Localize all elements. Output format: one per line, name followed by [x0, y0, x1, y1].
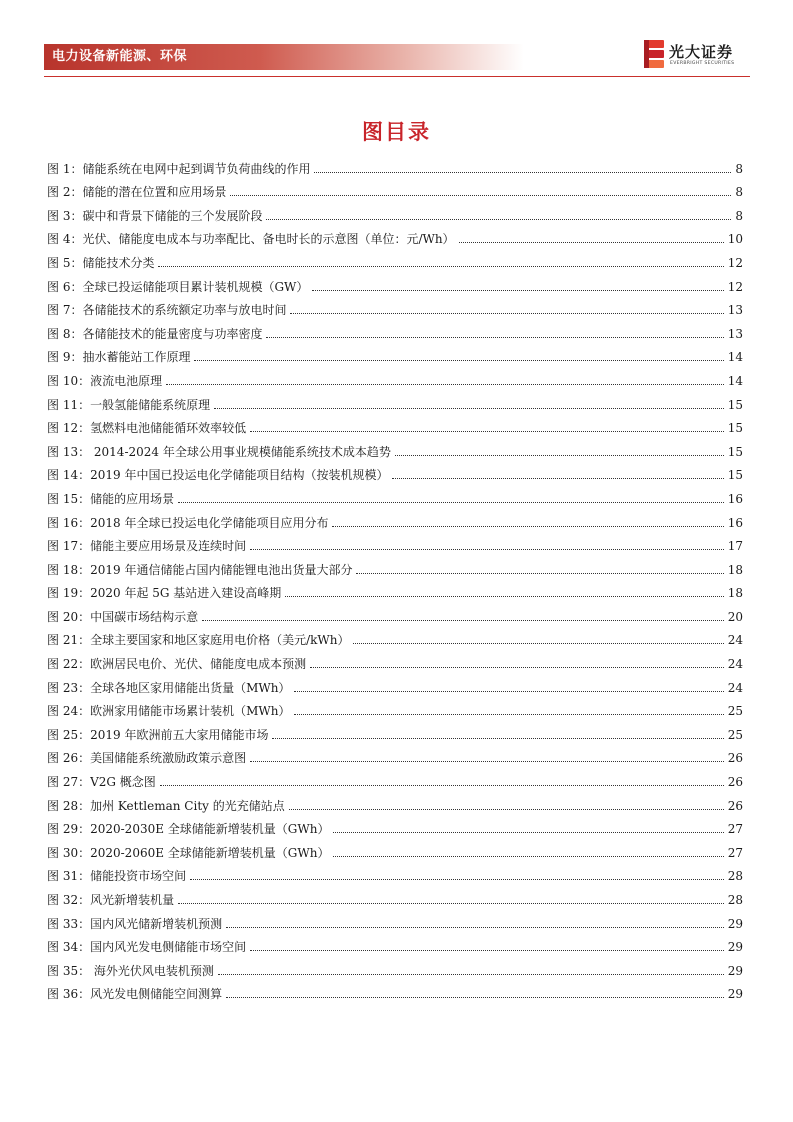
- brand-logo: [643, 40, 753, 74]
- toc-entry[interactable]: [47, 436, 743, 460]
- toc-dot-leader: [250, 760, 724, 762]
- toc-entry[interactable]: [47, 531, 743, 555]
- toc-dot-leader: [194, 359, 723, 361]
- toc-entry[interactable]: [47, 389, 743, 413]
- toc-entry[interactable]: [47, 861, 743, 885]
- toc-entry-label: 图 23：全球各地区家用储能出货量（MWh）: [47, 680, 291, 695]
- toc-page-number: 13: [727, 303, 743, 318]
- toc-entry-label: 图 17：储能主要应用场景及连续时间: [47, 539, 247, 554]
- toc-dot-leader: [202, 619, 724, 621]
- toc-page-number: 24: [727, 633, 743, 648]
- toc-page-number: 8: [735, 208, 743, 223]
- toc-entry-label: 图 7：各储能技术的系统额定功率与放电时间: [47, 303, 287, 318]
- section-title: 电力设备新能源、环保: [52, 49, 188, 64]
- toc-entry[interactable]: [47, 743, 743, 767]
- toc-entry[interactable]: [47, 153, 743, 177]
- toc-page-number: 15: [727, 397, 743, 412]
- toc-entry[interactable]: [47, 224, 743, 248]
- toc-dot-leader: [310, 666, 724, 668]
- toc-page-number: 24: [727, 657, 743, 672]
- toc-dot-leader: [314, 171, 731, 173]
- toc-entry[interactable]: [47, 672, 743, 696]
- toc-page-number: 17: [727, 539, 743, 554]
- toc-entry[interactable]: [47, 932, 743, 956]
- toc-entry[interactable]: [47, 955, 743, 979]
- toc-dot-leader: [190, 878, 724, 880]
- toc-dot-leader: [178, 501, 724, 503]
- toc-entry-label: 图 10：液流电池原理: [47, 373, 163, 388]
- toc-entry[interactable]: [47, 483, 743, 507]
- toc-dot-leader: [395, 454, 724, 456]
- toc-entry-label: 图 4：光伏、储能度电成本与功率配比、备电时长的示意图（单位：元/Wh）: [47, 232, 455, 247]
- toc-entry-label: 图 9：抽水蓄能站工作原理: [47, 350, 191, 365]
- toc-entry[interactable]: [47, 814, 743, 838]
- toc-entry[interactable]: [47, 979, 743, 1003]
- toc-dot-leader: [250, 548, 724, 550]
- toc-entry-label: 图 16：2018 年全球已投运电化学储能项目应用分布: [47, 515, 329, 530]
- toc-dot-leader: [166, 383, 724, 385]
- toc-page-number: 29: [727, 940, 743, 955]
- toc-entry[interactable]: [47, 365, 743, 389]
- toc-dot-leader: [250, 430, 724, 432]
- toc-entry-label: 图 13： 2014-2024 年全球公用事业规模储能系统技术成本趋势: [47, 444, 391, 459]
- toc-page-number: 14: [727, 373, 743, 388]
- toc-dot-leader: [294, 690, 723, 692]
- toc-dot-leader: [392, 477, 723, 479]
- toc-page-number: 8: [735, 185, 743, 200]
- toc-entry-label: 图 2：储能的潜在位置和应用场景: [47, 185, 227, 200]
- toc-dot-leader: [214, 407, 724, 409]
- toc-entry[interactable]: [47, 766, 743, 790]
- toc-page-number: 24: [727, 680, 743, 695]
- toc-page-number: 12: [727, 279, 743, 294]
- toc-page-number: 15: [727, 421, 743, 436]
- brand-name-cn: 光大证券: [669, 43, 734, 61]
- toc-entry-label: 图 24：欧洲家用储能市场累计装机（MWh）: [47, 704, 291, 719]
- toc-entry[interactable]: [47, 719, 743, 743]
- toc-page-number: 20: [727, 609, 743, 624]
- toc-entry[interactable]: [47, 177, 743, 201]
- toc-entry-label: 图 19：2020 年起 5G 基站进入建设高峰期: [47, 586, 282, 601]
- toc-entry[interactable]: [47, 908, 743, 932]
- toc-dot-leader: [333, 855, 723, 857]
- toc-page-number: 10: [727, 232, 743, 247]
- toc-dot-leader: [226, 996, 724, 998]
- toc-dot-leader: [230, 194, 731, 196]
- toc-page-number: 29: [727, 963, 743, 978]
- toc-dot-leader: [266, 218, 731, 220]
- toc-entry-label: 图 31：储能投资市场空间: [47, 869, 187, 884]
- toc-dot-leader: [158, 265, 723, 267]
- toc-entry-label: 图 33：国内风光储新增装机预测: [47, 916, 223, 931]
- toc-dot-leader: [250, 949, 724, 951]
- toc-page-number: 26: [727, 751, 743, 766]
- toc-entry-label: 图 29：2020-2030E 全球储能新增装机量（GWh）: [47, 822, 330, 837]
- toc-page-number: 27: [727, 822, 743, 837]
- toc-page-number: 8: [735, 161, 743, 176]
- page-title: 图目录: [362, 120, 431, 144]
- figure-table-of-contents: [47, 153, 743, 1002]
- toc-entry-label: 图 35： 海外光伏风电装机预测: [47, 963, 214, 978]
- toc-entry[interactable]: [47, 460, 743, 484]
- toc-entry-label: 图 28：加州 Kettleman City 的光充储站点: [47, 798, 285, 813]
- toc-dot-leader: [332, 525, 723, 527]
- toc-entry[interactable]: [47, 884, 743, 908]
- toc-page-number: 13: [727, 326, 743, 341]
- toc-dot-leader: [459, 241, 724, 243]
- toc-page-number: 26: [727, 775, 743, 790]
- toc-entry-label: 图 22：欧洲居民电价、光伏、储能度电成本预测: [47, 657, 307, 672]
- brand-name-en: EVERBRIGHT SECURITIES: [670, 61, 735, 66]
- toc-page-number: 26: [727, 798, 743, 813]
- header-divider: [44, 76, 750, 77]
- toc-entry-label: 图 27：V2G 概念图: [47, 775, 156, 790]
- toc-entry-label: 图 34：国内风光发电侧储能市场空间: [47, 940, 247, 955]
- toc-entry-label: 图 11：一般氢能储能系统原理: [47, 397, 211, 412]
- toc-entry[interactable]: [47, 295, 743, 319]
- toc-dot-leader: [290, 312, 723, 314]
- toc-page-number: 16: [727, 491, 743, 506]
- toc-dot-leader: [285, 595, 723, 597]
- toc-entry-label: 图 14：2019 年中国已投运电化学储能项目结构（按装机规模）: [47, 468, 389, 483]
- toc-page-number: 15: [727, 444, 743, 459]
- toc-dot-leader: [160, 784, 724, 786]
- toc-entry-label: 图 15：储能的应用场景: [47, 491, 175, 506]
- toc-page-number: 28: [727, 893, 743, 907]
- toc-entry-label: 图 21：全球主要国家和地区家庭用电价格（美元/kWh）: [47, 633, 350, 648]
- toc-entry[interactable]: [47, 200, 743, 224]
- toc-page-number: 29: [727, 916, 743, 931]
- toc-entry[interactable]: [47, 837, 743, 861]
- toc-page-number: 25: [727, 727, 743, 742]
- toc-entry[interactable]: [47, 554, 743, 578]
- toc-entry-label: 图 6：全球已投运储能项目累计装机规模（GW）: [47, 279, 309, 294]
- toc-page-number: 25: [727, 704, 743, 719]
- toc-dot-leader: [272, 737, 723, 739]
- toc-entry-label: 图 36：风光发电侧储能空间测算: [47, 987, 223, 1002]
- toc-page-number: 18: [727, 562, 743, 577]
- toc-page-number: 15: [727, 468, 743, 483]
- toc-entry-label: 图 32：风光新增装机量: [47, 893, 175, 907]
- toc-dot-leader: [289, 808, 724, 810]
- toc-page-number: 14: [727, 350, 743, 365]
- toc-entry[interactable]: [47, 247, 743, 271]
- toc-entry-label: 图 12：氢燃料电池储能循环效率较低: [47, 421, 247, 436]
- toc-entry[interactable]: [47, 696, 743, 720]
- toc-dot-leader: [356, 572, 723, 574]
- toc-entry-label: 图 30：2020-2060E 全球储能新增装机量（GWh）: [47, 845, 330, 860]
- toc-entry-label: 图 5：储能技术分类: [47, 255, 155, 270]
- toc-page-number: 12: [727, 255, 743, 270]
- toc-dot-leader: [294, 713, 723, 715]
- toc-entry[interactable]: [47, 601, 743, 625]
- toc-dot-leader: [226, 926, 724, 928]
- toc-entry-label: 图 20：中国碳市场结构示意: [47, 609, 199, 624]
- toc-entry[interactable]: [47, 625, 743, 649]
- toc-dot-leader: [353, 642, 723, 644]
- toc-dot-leader: [312, 289, 723, 291]
- toc-entry[interactable]: [47, 648, 743, 672]
- toc-page-number: 27: [727, 845, 743, 860]
- toc-page-number: 28: [727, 869, 743, 884]
- toc-entry-label: 图 1：储能系统在电网中起到调节负荷曲线的作用: [47, 161, 311, 176]
- toc-entry-label: 图 25：2019 年欧洲前五大家用储能市场: [47, 727, 269, 742]
- everbright-logo-icon: [643, 40, 665, 70]
- toc-page-number: 18: [727, 586, 743, 601]
- toc-dot-leader: [333, 831, 723, 833]
- toc-page-number: 29: [727, 987, 743, 1002]
- toc-entry-label: 图 8：各储能技术的能量密度与功率密度: [47, 326, 263, 341]
- toc-entry[interactable]: [47, 413, 743, 437]
- toc-entry[interactable]: [47, 318, 743, 342]
- toc-dot-leader: [178, 902, 724, 904]
- toc-entry[interactable]: [47, 342, 743, 366]
- toc-dot-leader: [218, 973, 724, 975]
- toc-entry-label: 图 26：美国储能系统激励政策示意图: [47, 751, 247, 766]
- toc-entry[interactable]: [47, 578, 743, 602]
- toc-entry[interactable]: [47, 507, 743, 531]
- toc-entry[interactable]: [47, 790, 743, 814]
- toc-dot-leader: [266, 336, 723, 338]
- toc-entry-label: 图 18：2019 年通信储能占国内储能锂电池出货量大部分: [47, 562, 353, 577]
- toc-entry[interactable]: [47, 271, 743, 295]
- toc-entry-label: 图 3：碳中和背景下储能的三个发展阶段: [47, 208, 263, 223]
- toc-page-number: 16: [727, 515, 743, 530]
